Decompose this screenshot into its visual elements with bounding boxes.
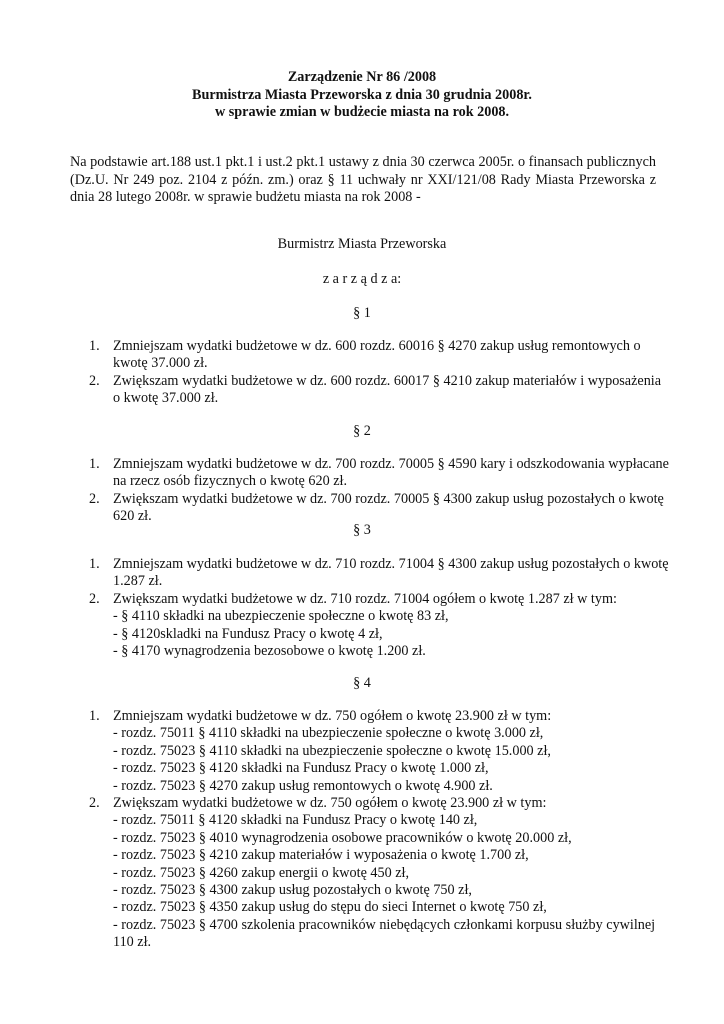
sub-item: - rozdz. 75023 § 4260 zakup energii o kwotę 450 zł, — [113, 864, 410, 881]
sub-item: - rozdz. 75023 § 4270 zakup usług remontowych o kwotę 4.900 zł. — [113, 777, 493, 794]
item-text: Zmniejszam wydatki budżetowe w dz. 700 rozdz. 70005 § 4590 kary i odszkodowania wypłacane na rzecz osób fizycznych o kwotę 620 zł. — [113, 456, 669, 490]
section-heading: § 4 — [353, 675, 371, 691]
list-item — [89, 708, 669, 795]
sub-item: - § 4120skladki na Fundusz Pracy o kwotę 4 zł, — [113, 625, 383, 642]
section-heading: § 2 — [353, 423, 371, 439]
sub-item: - § 4110 składki na ubezpieczenie społeczne o kwotę 83 zł, — [113, 608, 449, 625]
item-number: 2. — [89, 590, 100, 607]
item-number: 1. — [89, 338, 100, 354]
item-number: 2. — [89, 795, 100, 812]
item-text: Zwiększam wydatki budżetowe w dz. 600 rozdz. 60017 § 4210 zakup materiałów i wyposażenia o kwotę 37.000 zł. — [113, 372, 662, 407]
list-item — [89, 591, 669, 661]
item-number: 1. — [89, 556, 100, 572]
section-1-list — [89, 338, 669, 408]
item-number: 2. — [89, 490, 100, 507]
sub-item: - rozdz. 75023 § 4210 zakup materiałów i wyposażenia o kwotę 1.700 zł, — [113, 847, 529, 864]
section-4-list — [89, 708, 669, 952]
list-item — [89, 556, 669, 591]
list-item — [89, 338, 669, 373]
document-title — [0, 69, 724, 122]
sub-item: - rozdz. 75023 § 4110 składki na ubezpieczenie społeczne o kwotę 15.000 zł, — [113, 742, 551, 759]
item-number: 1. — [89, 456, 100, 472]
title-line-1: Zarządzenie Nr 86 /2008 — [287, 69, 437, 85]
item-number: 2. — [89, 372, 100, 389]
item-text: Zmniejszam wydatki budżetowe w dz. 600 rozdz. 60016 § 4270 zakup usług remontowych o kwotę 37.000 zł. — [113, 338, 641, 372]
title-line-2: Burmistrza Miasta Przeworska z dnia 30 grudnia 2008r. — [192, 86, 532, 103]
issuing-authority: Burmistrz Miasta Przeworska — [277, 236, 447, 252]
list-item — [89, 373, 669, 408]
decrees-line: z a r z ą d z a: — [322, 271, 402, 287]
item-text: Zmniejszam wydatki budżetowe w dz. 710 rozdz. 71004 § 4300 zakup usług pozostałych o kwotę 1.287 zł. — [113, 556, 669, 590]
item-text: Zmniejszam wydatki budżetowe w dz. 750 ogółem o kwotę 23.900 zł w tym: — [113, 708, 552, 724]
item-text: Zwiększam wydatki budżetowe w dz. 750 ogółem o kwotę 23.900 zł w tym: — [113, 795, 547, 812]
section-heading: § 1 — [353, 305, 371, 321]
sub-item: - § 4170 wynagrodzenia bezosobowe o kwotę 1.200 zł. — [113, 643, 426, 660]
list-item — [89, 491, 669, 526]
list-item — [89, 795, 669, 952]
section-heading: § 3 — [353, 522, 371, 538]
section-2-list — [89, 456, 669, 526]
sub-item: - rozdz. 75011 § 4120 składki na Fundusz Pracy o kwotę 140 zł, — [113, 812, 478, 829]
item-text: Zwiększam wydatki budżetowe w dz. 710 rozdz. 71004 ogółem o kwotę 1.287 zł w tym: — [113, 590, 617, 607]
sub-item: - rozdz. 75023 § 4350 zakup usług do stępu do sieci Internet o kwotę 750 zł, — [113, 899, 547, 916]
list-item — [89, 456, 669, 491]
legal-basis-paragraph: Na podstawie art.188 ust.1 pkt.1 i ust.2 pkt.1 ustawy z dnia 30 czerwca 2005r. o finansach publicznych (Dz.U. Nr 249 poz. 2104 z późn. zm.) oraz § 11 uchwały nr XXI/121/08 Rady Miasta Przeworska z dnia 28 lutego 2008r. w sprawie budżetu miasta na rok 2008 - — [70, 154, 656, 205]
sub-item: - rozdz. 75011 § 4110 składki na ubezpieczenie społeczne o kwotę 3.000 zł, — [113, 725, 544, 742]
sub-item: - rozdz. 75023 § 4300 zakup usług pozostałych o kwotę 750 zł, — [113, 882, 472, 899]
item-text: Zwiększam wydatki budżetowe w dz. 700 rozdz. 70005 § 4300 zakup usług pozostałych o kwotę 620 zł. — [113, 490, 664, 525]
sub-item: - rozdz. 75023 § 4010 wynagrodzenia osobowe pracowników o kwotę 20.000 zł, — [113, 829, 572, 846]
sub-item: - rozdz. 75023 § 4120 składki na Fundusz Pracy o kwotę 1.000 zł, — [113, 760, 489, 777]
item-number: 1. — [89, 708, 100, 724]
sub-item: - rozdz. 75023 § 4700 szkolenia pracowników niebędących członkami korpusu służby cywilnej 110 zł. — [113, 916, 656, 951]
section-3-list — [89, 556, 669, 660]
title-line-3: w sprawie zmian w budżecie miasta na rok 2008. — [214, 104, 510, 120]
